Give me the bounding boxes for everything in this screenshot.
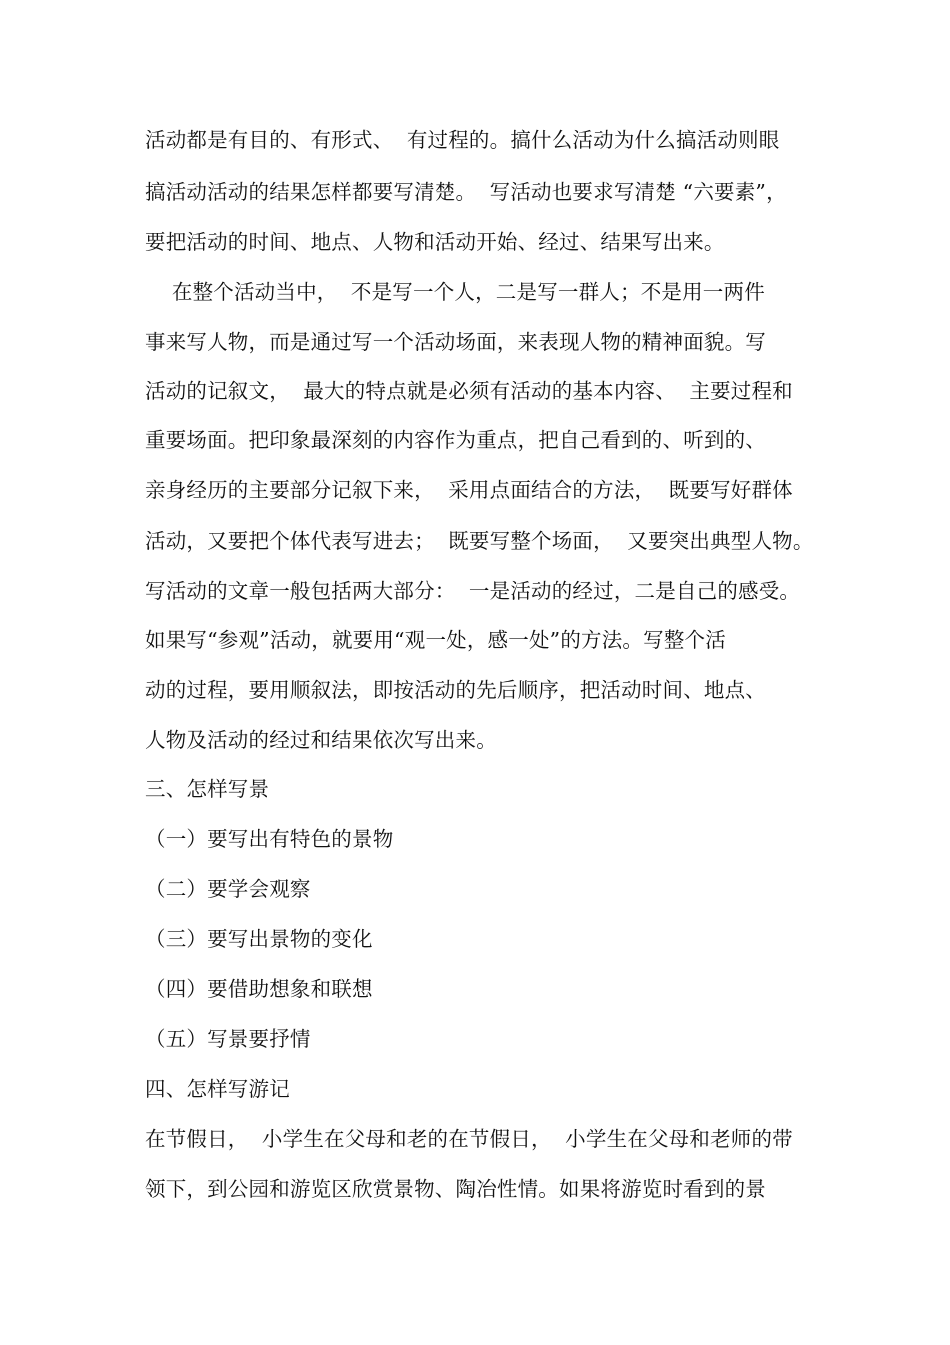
text-line: 搞活动活动的结果怎样都要写清楚。 写活动也要求写清楚 “六要素”， — [145, 180, 787, 204]
section-heading: 四、怎样写游记 — [145, 1077, 290, 1101]
list-item: （二）要学会观察 — [145, 877, 311, 901]
text-line: 领下，到公园和游览区欣赏景物、陶冶性情。如果将游览时看到的景 — [145, 1177, 766, 1201]
list-item: （一）要写出有特色的景物 — [145, 827, 394, 851]
text-line: 动的过程，要用顺叙法，即按活动的先后顺序，把活动时间、地点、 — [145, 678, 766, 702]
text-line: 人物及活动的经过和结果依次写出来。 — [145, 728, 497, 752]
list-item: （五）写景要抒情 — [145, 1027, 311, 1051]
text-line: 事来写人物，而是通过写一个活动场面，来表现人物的精神面貌。写 — [145, 330, 766, 354]
text-line: 写活动的文章一般包括两大部分： 一是活动的经过，二是自己的感受。 — [145, 579, 801, 603]
text-line: 在节假日， 小学生在父母和老的在节假日， 小学生在父母和老师的带 — [145, 1127, 793, 1151]
text-line: 活动的记叙文， 最大的特点就是必须有活动的基本内容、 主要过程和 — [145, 379, 793, 403]
text-line: 要把活动的时间、地点、人物和活动开始、经过、结果写出来。 — [145, 230, 725, 254]
section-heading: 三、怎样写景 — [145, 777, 270, 801]
text-line: 亲身经历的主要部分记叙下来， 采用点面结合的方法， 既要写好群体 — [145, 478, 793, 502]
text-line: 在整个活动当中， 不是写一个人，二是写一群人；不是用一两件 — [145, 280, 765, 304]
text-line: 如果写“参观”活动，就要用“观一处，感一处”的方法。写整个活 — [145, 628, 726, 652]
list-item: （三）要写出景物的变化 — [145, 927, 373, 951]
text-line: 活动，又要把个体代表写进去； 既要写整个场面， 又要突出典型人物。 — [145, 529, 814, 553]
text-line: 活动都是有目的、有形式、 有过程的。搞什么活动为什么搞活动则眼 — [145, 128, 780, 152]
list-item: （四）要借助想象和联想 — [145, 977, 373, 1001]
text-line: 重要场面。把印象最深刻的内容作为重点，把自己看到的、听到的、 — [145, 428, 766, 452]
